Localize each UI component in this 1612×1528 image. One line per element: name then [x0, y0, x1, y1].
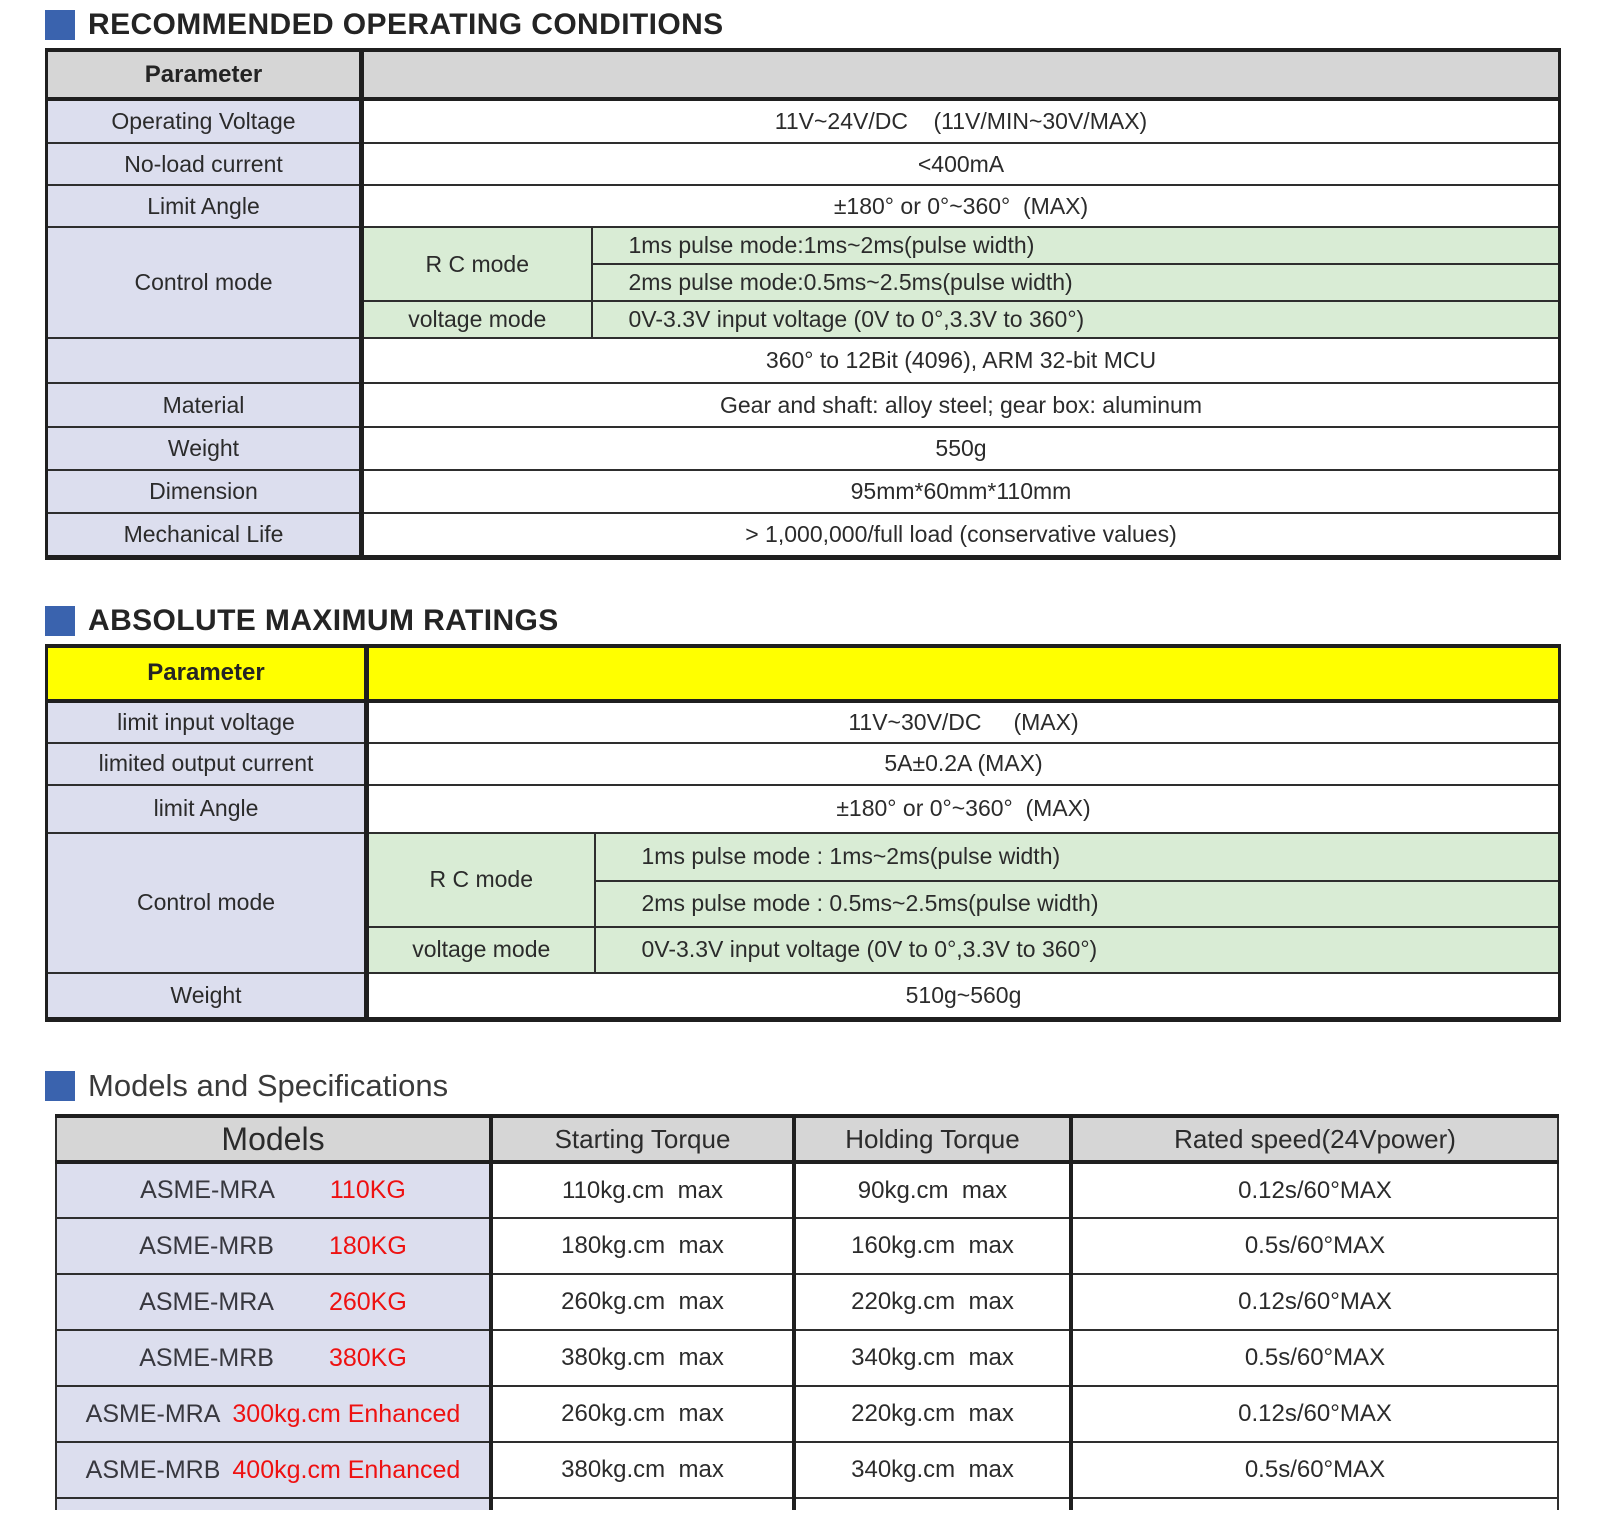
model-name: ASME-MRB: [139, 1231, 274, 1260]
holding-torque-cell: 340kg.cm max: [794, 1330, 1071, 1386]
section-title-text: Models and Specifications: [88, 1068, 449, 1103]
model-variant: 300kg.cm Enhanced: [232, 1399, 461, 1428]
rc-mode-cell: R C mode: [367, 833, 595, 927]
model-cell: [56, 1386, 491, 1442]
param-label-control-mode: Control mode: [47, 227, 362, 338]
models-header-cell: Models: [56, 1116, 491, 1162]
model-name: ASME-MRA: [85, 1399, 221, 1428]
holding-torque-cell: 90kg.cm max: [794, 1162, 1071, 1218]
param-label: Dimension: [47, 470, 362, 513]
model-name: ASME-MRA: [140, 1176, 275, 1204]
model-variant: 400kg.cm Enhanced: [232, 1455, 461, 1484]
table-row: [56, 1274, 1558, 1330]
starting-torque-cell: 110kg.cm max: [491, 1162, 794, 1218]
model-variant: 180KG: [328, 1231, 407, 1260]
model-name: ASME-MRB: [85, 1455, 221, 1484]
model-name: ASME-MRB: [139, 1343, 274, 1372]
section-title-text: RECOMMENDED OPERATING CONDITIONS: [88, 8, 724, 41]
param-label: limited output current: [47, 743, 367, 785]
param-value: 11V~30V/DC (MAX): [367, 701, 1560, 743]
param-value: 550g: [362, 427, 1560, 470]
table-row: [56, 1386, 1558, 1442]
param-value: <400mA: [362, 143, 1560, 185]
param-value: ±180° or 0°~360° (MAX): [367, 785, 1560, 833]
section-title-text: ABSOLUTE MAXIMUM RATINGS: [88, 603, 559, 637]
rc-mode-value: 1ms pulse mode:1ms~2ms(pulse width): [592, 227, 1560, 264]
rated-speed-cell: 0.12s/60°MAX: [1071, 1386, 1558, 1442]
holding-torque-header-cell: Holding Torque: [794, 1116, 1071, 1162]
starting-torque-cell: 260kg.cm max: [491, 1274, 794, 1330]
rc-mode-value: 1ms pulse mode : 1ms~2ms(pulse width): [595, 833, 1560, 881]
param-label-empty: [47, 338, 362, 383]
model-cell-cutoff: [56, 1498, 491, 1510]
table-row-cutoff: [56, 1498, 1558, 1510]
voltage-mode-value: 0V-3.3V input voltage (0V to 0°,3.3V to 360°): [592, 301, 1560, 338]
table-row: [56, 1162, 1558, 1218]
model-variant: 110KG: [329, 1176, 406, 1204]
rated-speed-cell: 0.5s/60°MAX: [1071, 1218, 1558, 1274]
blue-square-bullet-icon: [45, 606, 75, 636]
section-spacer: [0, 1022, 1612, 1068]
param-value: 5A±0.2A (MAX): [367, 743, 1560, 785]
model-variant: 260KG: [328, 1287, 407, 1316]
voltage-mode-cell: voltage mode: [367, 927, 595, 973]
model-name: ASME-MRA: [139, 1287, 274, 1316]
parameter-header-cell: Parameter: [47, 646, 367, 701]
cell-cutoff: [794, 1498, 1071, 1510]
model-cell: [56, 1218, 491, 1274]
param-value: 95mm*60mm*110mm: [362, 470, 1560, 513]
section-absolute-title: [45, 604, 1612, 638]
value-header-cell: [367, 646, 1560, 701]
table-row: [56, 1218, 1558, 1274]
rated-speed-cell: 0.5s/60°MAX: [1071, 1442, 1558, 1498]
models-table-clip: [55, 1114, 1561, 1510]
rated-speed-cell: 0.12s/60°MAX: [1071, 1274, 1558, 1330]
param-value: > 1,000,000/full load (conservative values): [362, 513, 1560, 557]
model-variant: 380KG: [328, 1343, 407, 1372]
section-spacer: [0, 560, 1612, 604]
param-value: 11V~24V/DC (11V/MIN~30V/MAX): [362, 99, 1560, 143]
holding-torque-cell: 340kg.cm max: [794, 1442, 1071, 1498]
param-label-control-mode: Control mode: [47, 833, 367, 973]
starting-torque-cell: 380kg.cm max: [491, 1442, 794, 1498]
parameter-header-cell: Parameter: [47, 50, 362, 99]
param-value: 510g~560g: [367, 973, 1560, 1020]
param-label: Material: [47, 383, 362, 427]
param-label: Weight: [47, 427, 362, 470]
blue-square-bullet-icon: [45, 10, 75, 40]
blue-square-bullet-icon: [45, 1071, 75, 1101]
cell-cutoff: [1071, 1498, 1558, 1510]
voltage-mode-value: 0V-3.3V input voltage (0V to 0°,3.3V to 360°): [595, 927, 1560, 973]
rc-mode-value: 2ms pulse mode : 0.5ms~2.5ms(pulse width): [595, 881, 1560, 927]
model-cell: [56, 1162, 491, 1218]
models-and-specifications-table: [55, 1114, 1559, 1510]
model-cell: [56, 1330, 491, 1386]
table-row: [56, 1442, 1558, 1498]
starting-torque-header-cell: Starting Torque: [491, 1116, 794, 1162]
param-label: limit input voltage: [47, 701, 367, 743]
starting-torque-cell: 380kg.cm max: [491, 1330, 794, 1386]
page-top-spacer: [0, 0, 1612, 8]
value-header-cell: [362, 50, 1560, 99]
param-label: No-load current: [47, 143, 362, 185]
model-cell: [56, 1274, 491, 1330]
holding-torque-cell: 160kg.cm max: [794, 1218, 1071, 1274]
rc-mode-value: 2ms pulse mode:0.5ms~2.5ms(pulse width): [592, 264, 1560, 301]
param-value: Gear and shaft: alloy steel; gear box: aluminum: [362, 383, 1560, 427]
table-row: [56, 1330, 1558, 1386]
section-models-title: [45, 1068, 1612, 1104]
param-label: Mechanical Life: [47, 513, 362, 557]
param-label: Weight: [47, 973, 367, 1020]
starting-torque-cell: 180kg.cm max: [491, 1218, 794, 1274]
model-cell: [56, 1442, 491, 1498]
voltage-mode-cell: voltage mode: [362, 301, 592, 338]
rated-speed-cell: 0.5s/60°MAX: [1071, 1330, 1558, 1386]
rated-speed-header-cell: Rated speed(24Vpower): [1071, 1116, 1558, 1162]
holding-torque-cell: 220kg.cm max: [794, 1386, 1071, 1442]
absolute-maximum-ratings-table: [45, 644, 1561, 1023]
param-value: 360° to 12Bit (4096), ARM 32-bit MCU: [362, 338, 1560, 383]
param-label: limit Angle: [47, 785, 367, 833]
holding-torque-cell: 220kg.cm max: [794, 1274, 1071, 1330]
param-label: Operating Voltage: [47, 99, 362, 143]
recommended-operating-conditions-table: [45, 48, 1561, 560]
param-value: ±180° or 0°~360° (MAX): [362, 185, 1560, 227]
rated-speed-cell: 0.12s/60°MAX: [1071, 1162, 1558, 1218]
param-label: Limit Angle: [47, 185, 362, 227]
cell-cutoff: [491, 1498, 794, 1510]
section-recommended-title: [45, 8, 1612, 42]
starting-torque-cell: 260kg.cm max: [491, 1386, 794, 1442]
rc-mode-cell: R C mode: [362, 227, 592, 301]
